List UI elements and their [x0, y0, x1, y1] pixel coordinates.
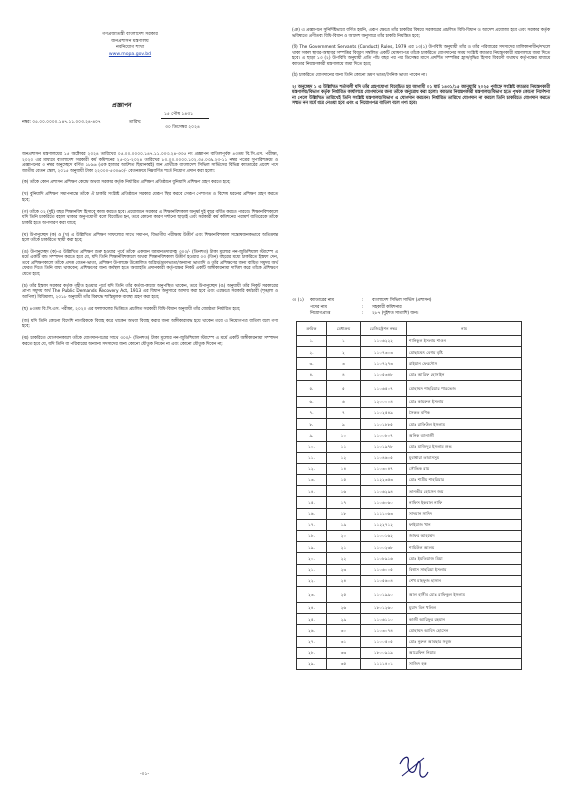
name-cell: নাফিস ইকবাল নাফি	[407, 497, 522, 508]
serial-cell: ২৭.	[297, 636, 327, 647]
registration-cell: ১১০৬২৯৪	[361, 486, 407, 497]
registration-cell: ১১০৩০৭৪	[361, 625, 407, 636]
cadre-value: সহকারী কমিশনার	[372, 304, 402, 310]
table-row	[297, 430, 522, 441]
merit-cell: ১৮	[327, 508, 361, 519]
registration-cell: ১১০৩০৪৭	[361, 463, 407, 474]
serial-cell: ১৪.	[297, 486, 327, 497]
paragraph: (গ) তাঁকে ০২ (দুই) বছর শিক্ষানবিশ হিসাবে কাজ করতে হবে। প্রয়োজনে সরকার এ শিক্ষানবিশকাল অনূর্ধ্ব দুই বছর বর্ধিত করতে পারবে। শিক্ষানবিশকালে যদি তিনি চাকরিতে বহাল থাকার অনুপযোগী বলে বিবেচিত হন, তবে কোনো কারণ দর্শানো ছাড়াই এবং সরকারী কর্ম কমিশনের পরামর্শ ব্যতিরেকে তাঁকে চাকরি হতে অপসারণ করা যাবে;	[22, 209, 278, 226]
serial-cell: ৬.	[297, 396, 327, 407]
table-row	[297, 407, 522, 418]
paragraph: (ছ) ৪৩তম বি.সি.এস. পরীক্ষা, ২০২০ এর ফলাফলের ভিত্তিতে প্রচলিত সরকারী বিধি-বিধান অনুযায়ী তাঁর জ্যেষ্ঠতা নির্ধারিত হবে;	[22, 306, 241, 312]
merit-cell: ৭	[327, 407, 361, 418]
paragraph: (ঙ) উপানুচ্ছেদ (ক)-এ উল্লিখিত প্রশিক্ষণ শুরু হওয়ার পূর্বে তাঁকে একজন জামানতদারসহ ৩০০/- (তিনশত) টাকা মূল্যের নন-জুডিশিয়াল স্ট্যাম্পে এ মর্মে একটি বন্ড সম্পাদন করতে হবে যে, যদি তিনি শিক্ষানবিশকালে অথবা শিক্ষানবিশকাল উত্তীর্ণ হওয়ার ০৩ (তিন) বছরের মধ্যে চাকরিতে ইস্তফা দেন, তবে প্রশিক্ষণকালে তাঁকে প্রদত্ত বেতন-ভাতা, প্রশিক্ষণ উপলক্ষে উত্তোলিত অগ্রিম/ভ্রমণভাতা/অন্যান্য ভাতাদি ও তাঁর প্রশিক্ষণের জন্য ব্যয়িত সমুদয় অর্থ ফেরত দিতে তিনি বাধ্য থাকবেন; প্রশিক্ষণের জন্য কর্মস্থল হতে অব্যাহতি প্রদানকারী কর্তৃপক্ষের নিকট একটি অঙ্গীকারনামা দাখিল করে তাঁকে প্রশিক্ষণে যেতে হবে;	[22, 249, 278, 277]
merit-cell: ২৩	[327, 564, 361, 575]
merit-cell: ২৯	[327, 614, 361, 625]
name-cell: সাজিদ হক	[407, 658, 522, 669]
cadre-key: নিয়োগপ্রাপ্ত	[310, 311, 331, 317]
serial-cell: ২৩.	[297, 586, 327, 602]
serial-cell: ২৬.	[297, 625, 327, 636]
date-divider	[161, 118, 209, 119]
table-row	[297, 475, 522, 486]
registration-cell: ১১০০২৩৮	[361, 542, 407, 553]
name-cell: মোহাম্মদ আবিদ হোসেন	[407, 625, 522, 636]
name-cell: শামিউল আলম	[407, 542, 522, 553]
merit-cell: ৩০	[327, 625, 361, 636]
registration-cell: ১১০২৫৪৯	[361, 407, 407, 418]
table-row	[297, 586, 522, 602]
date-gregorian: ৩০ ডিসেম্বর ২০২৪	[165, 125, 200, 130]
merit-cell: ১৪	[327, 463, 361, 474]
table-row	[297, 625, 522, 636]
table-row	[297, 614, 522, 625]
name-cell: জাফর আহম্মেদ	[407, 531, 522, 542]
serial-cell: ১০.	[297, 441, 327, 452]
registration-cell: ১১০০১৬২	[361, 531, 407, 542]
name-cell: মোঃ ইমতিয়াজ মিয়া	[407, 553, 522, 564]
name-cell: মুয়াদ বিন খলিল	[407, 602, 522, 613]
merit-cell: ১৫	[327, 475, 361, 486]
table-row	[297, 336, 522, 347]
name-cell: মোছাম্মেৎ বেগম বৃষ্টি	[407, 347, 522, 358]
merit-cell: ১	[327, 336, 361, 347]
registration-cell: ১১০০৮০৭	[361, 430, 407, 441]
serial-cell: ১৫.	[297, 497, 327, 508]
merit-cell: ২৬	[327, 602, 361, 613]
merit-cell: ১১	[327, 441, 361, 452]
table-row	[297, 564, 522, 575]
table-row	[297, 369, 522, 380]
cadre-value: বাংলাদেশ সিভিল সার্ভিস (প্রশাসন)	[372, 298, 432, 303]
merit-cell: ২৫	[327, 586, 361, 602]
serial-cell: ৮.	[297, 419, 327, 430]
serial-cell: ১৭.	[297, 519, 327, 530]
government-line: গণপ্রজাতন্ত্রী বাংলাদেশ সরকার	[102, 32, 158, 37]
memo-number: নম্বর: ০৫.০০.০০০০.১৪৭.১১.০০৩.২৪-৪০৭	[22, 120, 101, 125]
name-cell: আরেফিন নিয়াম	[407, 647, 522, 658]
table-row	[297, 497, 522, 508]
serial-cell: ৯.	[297, 430, 327, 441]
registration-cell: ১১০৬০৬০	[361, 497, 407, 508]
registration-cell: ১১০৬৫০৭	[361, 380, 407, 396]
header-merit: মেধাক্রম	[327, 322, 361, 336]
merit-cell: ৩	[327, 358, 361, 369]
registration-cell: ১১১১০৬৩	[361, 508, 407, 519]
serial-cell: ৭.	[297, 407, 327, 418]
name-cell: মোঃ আরিফ হোসাইন	[407, 369, 522, 380]
header-name: নাম	[407, 322, 522, 336]
name-cell: মোঃ রাফিউল ইসলাম	[407, 419, 522, 430]
serial-cell: ১.	[297, 336, 327, 347]
registration-cell: ১১০৬০০৫	[361, 564, 407, 575]
serial-cell: ১৬.	[297, 508, 327, 519]
cadre-key: ক্যাডারের নাম	[310, 298, 334, 303]
cadre-key: পদের নাম	[310, 304, 327, 310]
merit-cell: ৩৩	[327, 647, 361, 658]
table-row	[297, 347, 522, 358]
table-row	[297, 486, 522, 497]
cadre-value: ২৮৭ (দুইশত সাতাশি) জন।	[372, 311, 419, 317]
cadre-info	[292, 298, 532, 318]
registration-cell: ১২০০০০৪	[361, 396, 407, 407]
serial-cell: ৩.	[297, 358, 327, 369]
registration-cell: ১১০৮৯১৬	[361, 553, 407, 564]
registration-cell: ১১০৫৩৪৮	[361, 369, 407, 380]
header-serial: ক্রমিক	[297, 322, 327, 336]
merit-cell: ৫	[327, 380, 361, 396]
ministry-line: জনপ্রশাসন মন্ত্রণালয়	[111, 38, 149, 44]
table-row	[297, 396, 522, 407]
name-cell: মোঃ মাজিদুর ইসলাম শুভ	[407, 441, 522, 452]
paragraph: জনপ্রশাসন মন্ত্রণালয়ের ১৫ অক্টোবর ২০২৪ তারিখের ০৫.০০.০০০০.১৪৭.১১.০০৩.২৪-৩৩৫ নং প্রজ্ঞাপন বাতিলপূর্বক ৪৩তম বি.সি.এস. পরীক্ষা, ২০২০ এর মাধ্যমে বাংলাদেশ সরকারী কর্ম কমিশনের ২৫-০১-২০২৪ তারিখের ৮০.০০.০০০০.১০২.৩৫.০৩৯.২৩-১১ নম্বর পত্রের সুপারিশক্রমে ও প্রজ্ঞাপনের ৩ নম্বর অনুচ্ছেদে বর্ণিত ১৮৯৬ (এক হাজার আটশত ছিয়ানব্বই) জন প্রার্থীকে বাংলাদেশ সিভিল সার্ভিসের বিভিন্ন ক্যাডারের প্রবেশ পদে জাতীয় বেতন স্কেল, ২০১৫ অনুযায়ী টাকা ২২০০০-৫৩০৬০/- বেতনক্রমে নিম্নবর্ণিত শর্তে নিয়োগ প্রদান করা হলো:	[22, 152, 278, 174]
serial-cell: ২৫.	[297, 614, 327, 625]
registration-cell: ১১০১৯৭৮	[361, 441, 407, 452]
serial-cell: ৫.	[297, 380, 327, 396]
merit-cell: ২৪	[327, 575, 361, 586]
table-header-row	[297, 322, 522, 336]
page-number: -০১-	[140, 772, 150, 777]
merit-cell: ৬	[327, 396, 361, 407]
table-row	[297, 542, 522, 553]
paragraph: (খ) বুনিয়াদি প্রশিক্ষণ সমাপনান্তে তাঁকে ঐ চাকরি সংশ্লিষ্ট প্রতিষ্ঠানে সরকার যেরূপ স্থির করবে সেরূপ পেশাগত ও বিশেষ ধরনের প্রশিক্ষণ গ্রহণ করতে হবে;	[22, 192, 278, 203]
name-cell: মোহাম্মদ শাহরিয়ার পারভেজ	[407, 380, 522, 396]
paragraph: (চ) তাঁর ইস্তফা সরকার কর্তৃক গৃহীত হওয়ার পূর্বে যদি তিনি তাঁর কর্তব্য-কাজে অনুপস্থিত থাকেন, তবে উপানুচ্ছেদ (ঙ) অনুযায়ী তাঁর নিকট সরকারের প্রাপ্য সমুদয় অর্থ The Public Demands Recovery Act, 1913 এর বিধান অনুসারে আদায় করা হবে এবং এক্ষেত্রে সরকারি কর্মচারী (শৃঙ্খলা ও আপিল) বিধিমালা, ২০১৮ অনুযায়ী তাঁর বিরুদ্ধে শাস্তিমূলক ব্যবস্থা গ্রহণ করা হবে;	[22, 283, 278, 300]
document-title: প্রজ্ঞাপন	[112, 102, 132, 109]
name-cell: সাদমান সাদিদ	[407, 508, 522, 519]
paragraph: (ঠ) চাকরিতে যোগদানের জন্য তিনি কোনো ভ্রমণ ভাতা/দৈনিক ভাতা পাবেন না।	[292, 73, 427, 78]
table-row	[297, 508, 522, 519]
website-link[interactable]: www.mopa.gov.bd	[108, 51, 152, 57]
merit-cell: ১৯	[327, 519, 361, 530]
name-cell: সৌভিক রায়	[407, 463, 522, 474]
right-column	[292, 28, 550, 113]
colon: :	[362, 298, 364, 303]
serial-cell: ১৩.	[297, 475, 327, 486]
merit-cell: ৪	[327, 369, 361, 380]
paragraph: (ঞ) এ প্রজ্ঞাপনে সুনির্দিষ্টভাবে বর্ণিত হয়নি, এরূপ ক্ষেত্রে তাঁর চাকরির বিষয়ে সরকারের প্রচলিত বিধি-বিধান ও আদেশ প্রযোজ্য হবে এবং সরকার কর্তৃক ভবিষ্যতে প্রণীতব্য বিধি-বিধান ও আদেশ অনুসারে তাঁর চাকরি নিয়ন্ত্রিত হবে;	[292, 28, 550, 39]
name-cell: সৈকত বণিক	[407, 407, 522, 418]
paragraph: (ঝ) চাকরিতে যোগদানকালে তাঁকে যোগদানপত্রের সাথে ৩০০/- (তিনশত) টাকা মূল্যের নন-জুডিশিয়াল স্ট্যাম্পে এ মর্মে একটি অঙ্গীকারনামা সম্পাদন করতে হবে যে, যদি তিনি বা পরিবারের অন্যান্য সদস্যদের জন্য কোনো যৌতুক নিবেন না এবং কোনো যৌতুক দিবেন না;	[22, 336, 278, 347]
serial-cell: ২২.	[297, 575, 327, 586]
serial-cell: ২.	[297, 347, 327, 358]
table-row	[297, 575, 522, 586]
registration-cell: ১১০৭৩০৩	[361, 347, 407, 358]
cadre-row	[292, 298, 532, 305]
serial-cell: ২০.	[297, 553, 327, 564]
registration-cell: ১৮০০৯১৯	[361, 647, 407, 658]
registration-cell: ১১০১৮৮৫	[361, 419, 407, 430]
paragraph: (ট) The Government Servants (Conduct) Rules, 1979 এর ১৩(১) উপবিধি অনুযায়ী তাঁর ও তাঁর পরিবারের সদস্যদের মালিকানাধীন/দখলে থাকা সকল স্থাবর-অস্থাবর সম্পত্তির বিবরণ সম্বলিত একটি ঘোষণাপত্র তাঁকে চাকরিতে যোগদানের সময় সংশ্লিষ্ট ক্যাডার নিয়ন্ত্রণকারী মন্ত্রণালয়ে জমা দিতে হবে। এ ছাড়া ১৩ (২) উপবিধি অনুযায়ী প্রতি পাঁচ বছর পর পর ডিসেম্বর মাসে প্রদর্শিত সম্পত্তির হ্রাস/বৃদ্ধির হিসাব বিবরণী যথাযথ কর্তৃপক্ষের মাধ্যমে ক্যাডার নিয়ন্ত্রণকারী মন্ত্রণালয়ে জমা দিতে হবে;	[292, 45, 550, 67]
serial-cell: ২১.	[297, 564, 327, 575]
section-number: ৩। (১)	[292, 298, 304, 303]
registration-cell: ১১০৭২৭৩	[361, 358, 407, 369]
signature-image	[394, 750, 434, 784]
registration-cell: ১১০৬২২২	[361, 336, 407, 347]
table-row	[297, 602, 522, 613]
left-column	[22, 152, 278, 353]
paragraph: (ক) তাঁকে কোন প্রশাসন প্রশিক্ষণ কেন্দ্রে অথবা সরকার কর্তৃক নির্ধারিত প্রশিক্ষণ প্রতিষ্ঠানে বুনিয়াদি প্রশিক্ষণ গ্রহণ করতে হবে;	[22, 180, 231, 186]
date-label: তারিখ:	[129, 120, 142, 125]
serial-cell: ১১.	[297, 452, 327, 463]
serial-cell: ২৪.	[297, 602, 327, 613]
merit-cell: ২১	[327, 542, 361, 553]
name-cell: শেখ মাহফুজ হাসান	[407, 575, 522, 586]
registration-cell: ১১২২৩৫৩	[361, 475, 407, 486]
memo-reference	[22, 112, 272, 136]
serial-cell: ২৯.	[297, 658, 327, 669]
name-cell: ফাইয়াজ খান	[407, 519, 522, 530]
date-bangla: ১৫ পৌষ ১৪৩১	[164, 112, 194, 117]
table-row	[297, 441, 522, 452]
merit-cell: ৯	[327, 419, 361, 430]
table-row	[297, 553, 522, 564]
merit-cell: ১০	[327, 430, 361, 441]
merit-cell: ১৬	[327, 486, 361, 497]
name-cell: মোঃ নুরুল আবছার সবুজ	[407, 636, 522, 647]
name-cell: কাজী আরিফুর রহমান	[407, 614, 522, 625]
registration-cell: ১১০৪৬০৫	[361, 452, 407, 463]
table-row	[297, 647, 522, 658]
registration-cell: ১১০৫৬০৪	[361, 575, 407, 586]
table-row	[297, 419, 522, 430]
merit-cell: ২২	[327, 553, 361, 564]
table-row	[297, 463, 522, 474]
joining-instruction: ২। অনুচ্ছেদ ১ এ উল্লিখিত শর্তাবলী যদি তাঁর গ্রহণযোগ্য বিবেচিত হয় আগামী ০১ মার্চ ১৪৩১/১৫ জানুয়ারি ২০২৫ পূর্বাহ্নে সংশ্লিষ্ট ক্যাডার নিয়ন্ত্রণকারী মন্ত্রণালয়/বিভাগ কর্তৃক নির্ধারিত কার্যালয়ে যোগদানের জন্য তাঁকে অনুরোধ করা হলো। ক্যাডার নিয়ন্ত্রণকারী মন্ত্রণালয়/বিভাগ হতে পৃথক কোনো নির্দেশনা না পেলে উল্লিখিত তারিখেই তিনি সংশ্লিষ্ট মন্ত্রণালয়/বিভাগ এ যোগদান করবেন। নির্ধারিত তারিখে যোগদান না করলে তিনি চাকরিতে যোগদান করতে সম্মত নন মর্মে ধরে নেওয়া হবে এবং এ নিয়োগপত্র বাতিল বলে গণ্য হবে।	[292, 84, 550, 106]
merit-cell: ৩১	[327, 636, 361, 647]
name-cell: শানিকুল ইসলাম শাওন	[407, 336, 522, 347]
name-cell: তানভীর হোসেন জয়	[407, 486, 522, 497]
table-row	[297, 519, 522, 530]
merit-list-table	[296, 321, 522, 670]
merit-cell: ২	[327, 347, 361, 358]
table-row	[297, 380, 522, 396]
serial-cell: ১৯.	[297, 542, 327, 553]
merit-cell: ১২	[327, 452, 361, 463]
table-row	[297, 531, 522, 542]
merit-cell: ২০	[327, 531, 361, 542]
name-cell: মোঃ কামরুল ইসলাম	[407, 396, 522, 407]
registration-cell: ১১১১৪০১	[361, 658, 407, 669]
registration-cell: ১১২২৭১২	[361, 519, 407, 530]
name-cell: বিশ্বাস সাহরিয়া ইসলাম	[407, 564, 522, 575]
merit-cell: ৩৫	[327, 658, 361, 669]
registration-cell: ১১০১৯৯০	[361, 586, 407, 602]
branch-line: নবনিয়োগ শাখা	[115, 45, 145, 51]
name-cell: অনিক ব্যানার্জী	[407, 430, 522, 441]
table-row	[297, 358, 522, 369]
table-row	[297, 452, 522, 463]
colon: :	[362, 311, 364, 317]
registration-cell: ১১০০৫০৫	[361, 636, 407, 647]
registration-cell: ১১০৬১১০	[361, 614, 407, 625]
name-cell: মুবাশ্বারা তাবাসসুম	[407, 452, 522, 463]
header-registration: রেজিস্ট্রেশন নম্বর	[361, 322, 407, 336]
table-row	[297, 636, 522, 647]
name-cell: আল হাসীব মোঃ রাফিকুল ইসলাম	[407, 586, 522, 602]
name-cell: মোঃ শামীম শাহরিয়ার	[407, 475, 522, 486]
cadre-row	[292, 311, 532, 318]
office-header	[70, 32, 190, 59]
serial-cell: ৪.	[297, 369, 327, 380]
table-row	[297, 658, 522, 669]
name-cell: রাইয়ান ফেরদৌস	[407, 358, 522, 369]
merit-cell: ১৭	[327, 497, 361, 508]
serial-cell: ১২.	[297, 463, 327, 474]
paragraph: (ঘ) উপানুচ্ছেদ (ক) ও (খ) এ উল্লিখিত প্রশিক্ষণ সাফল্যের সাথে সমাপন, বিভাগীয় পরীক্ষায় উত্তীর্ণ এবং শিক্ষানবিশকাল সন্তোষজনকভাবে অতিক্রান্ত হলে তাঁকে চাকরিতে স্থায়ী করা হবে;	[22, 232, 278, 244]
table-body	[297, 336, 522, 670]
colon: :	[362, 304, 364, 310]
paragraph: (জ) যদি তিনি কোনো বিদেশি নাগরিককে বিবাহ করে থাকেন অথবা বিবাহ করার জন্য অঙ্গীকারাবদ্ধ হয়ে থাকেন তবে এ নিয়োগপত্র বাতিল বলে গণ্য হবে;	[22, 318, 278, 330]
serial-cell: ২৮.	[297, 647, 327, 658]
registration-cell: ১৮০১২৬০	[361, 602, 407, 613]
serial-cell: ১৮.	[297, 531, 327, 542]
